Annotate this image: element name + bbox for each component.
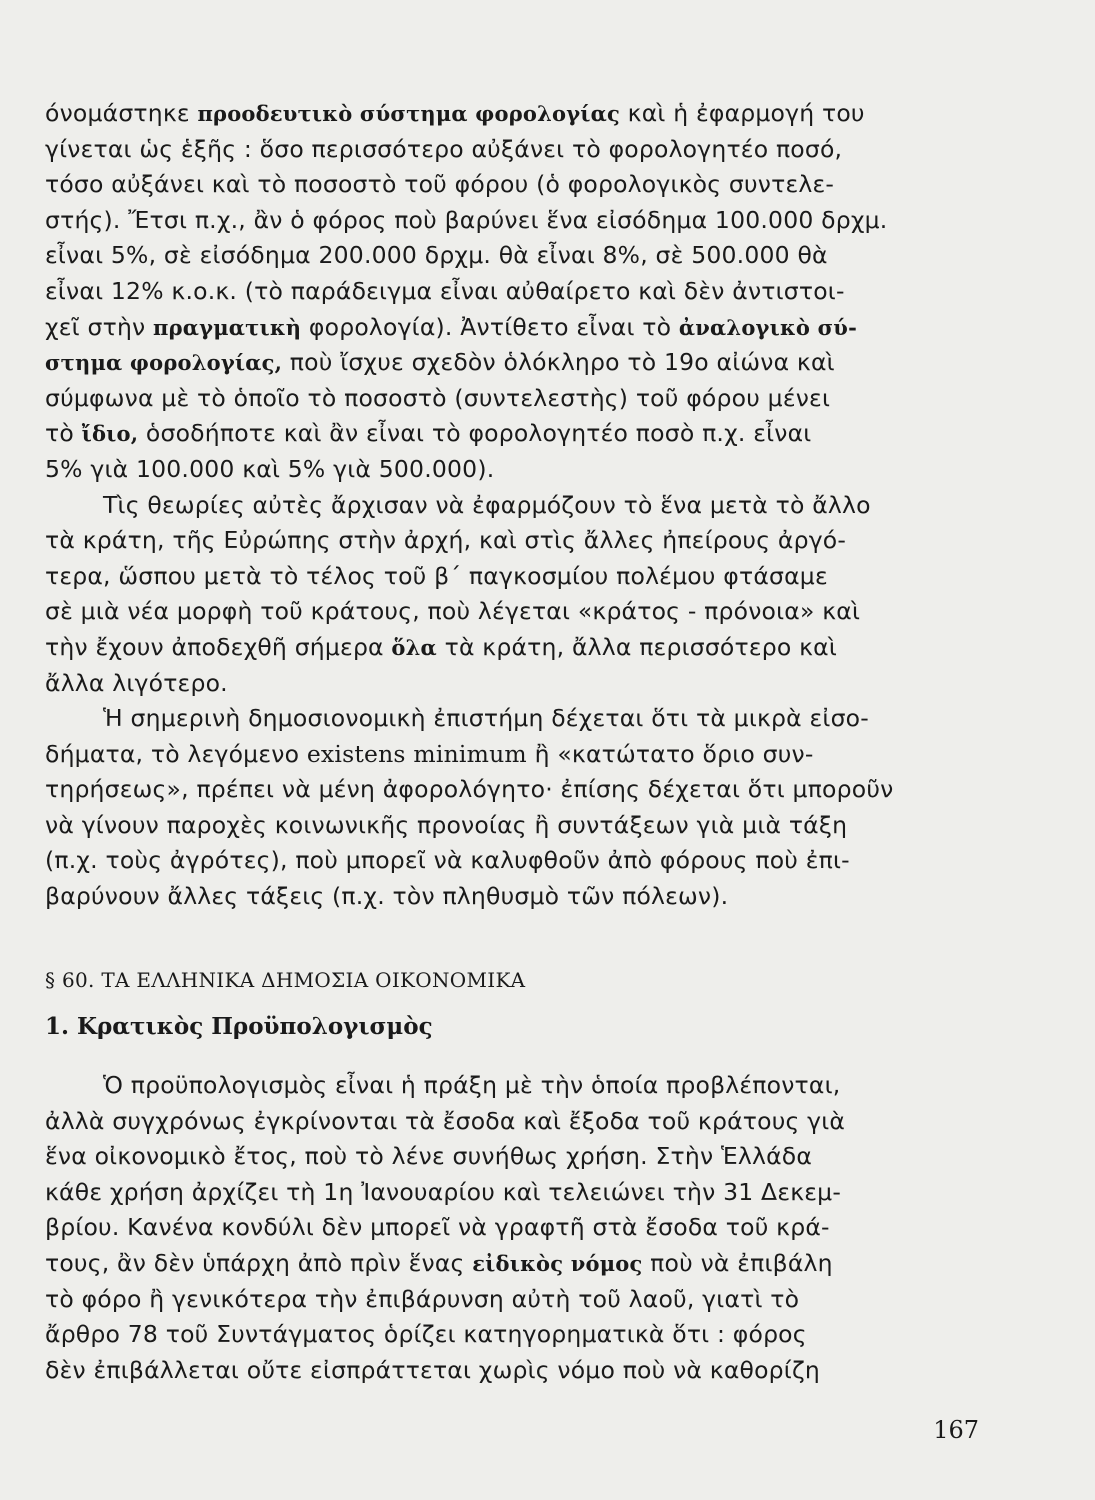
text-run: ὁσοδήποτε καὶ ἂν εἶναι τὸ φορολογητέο ποσὸ π.χ. εἶναι xyxy=(138,419,812,448)
section-heading: § 60. ΤΑ ΕΛΛΗΝΙΚΑ ΔΗΜΟΣΙΑ ΟΙΚΟΝΟΜΙΚΑ xyxy=(45,968,526,992)
text-line xyxy=(45,416,995,452)
text-run: 5% γιὰ 100.000 καὶ 5% γιὰ 500.000). xyxy=(45,454,495,483)
text-run: τερα, ὥσπου μετὰ τὸ τέλος τοῦ β΄ παγκοσμίου πολέμου φτάσαμε xyxy=(45,561,828,590)
text-line xyxy=(45,1175,995,1211)
text-line xyxy=(45,843,995,879)
text-run: (π.χ. τοὺς ἀγρότες), ποὺ μπορεῖ νὰ καλυφθοῦν ἀπὸ φόρους ποὺ ἐπι- xyxy=(45,846,850,875)
text-run: δὲν ἐπιβάλλεται οὔτε εἰσπράττεται χωρὶς νόμο ποὺ νὰ καθορίζη xyxy=(45,1355,821,1384)
text-line xyxy=(45,381,995,417)
text-run: Ὁ προϋπολογισμὸς εἶναι ἡ πράξη μὲ τὴν ὁποία προβλέπονται, xyxy=(103,1071,841,1099)
text-run: ἄλλα λιγότερο. xyxy=(45,668,228,697)
text-run: καὶ ἡ ἐφαρμογή του xyxy=(620,99,865,127)
text-line xyxy=(45,737,995,773)
bold-term: πραγματικὴ xyxy=(153,314,302,340)
text-line xyxy=(45,488,995,524)
text-run: τὸ φόρο ἢ γενικότερα τὴν ἐπιβάρυνση αὐτὴ τοῦ λαοῦ, γιατὶ τὸ xyxy=(45,1284,800,1313)
text-run: εἶναι 12% κ.ο.κ. (τὸ παράδειγμα εἶναι αὐθαίρετο καὶ δὲν ἀντιστοι- xyxy=(45,276,845,305)
text-run: βαρύνουν ἄλλες τάξεις (π.χ. τὸν πληθυσμὸ τῶν πόλεων). xyxy=(45,882,729,911)
text-line xyxy=(45,701,995,737)
text-run: δήματα, τὸ λεγόμενο xyxy=(45,739,307,768)
text-run: νὰ γίνουν παροχὲς κοινωνικῆς προνοίας ἢ συντάξεων γιὰ μιὰ τάξη xyxy=(45,810,848,839)
text-line xyxy=(45,96,995,132)
text-line xyxy=(45,132,995,168)
text-line xyxy=(45,167,995,203)
text-run: τὰ κράτη, ἄλλα περισσότερο καὶ xyxy=(436,632,837,661)
bold-term: στημα φορολογίας, xyxy=(45,350,283,376)
text-run: ἄρθρο 78 τοῦ Συντάγματος ὁρίζει κατηγορηματικὰ ὅτι : φόρος xyxy=(45,1320,807,1349)
text-line xyxy=(45,238,995,274)
text-line xyxy=(45,452,995,488)
text-line xyxy=(45,1104,995,1140)
text-run: στής). Ἔτσι π.χ., ἂν ὁ φόρος ποὺ βαρύνει ἕνα εἰσόδημα 100.000 δρχμ. xyxy=(45,205,888,234)
text-run: κάθε χρήση ἀρχίζει τὴ 1η Ἰανουαρίου καὶ τελειώνει τὴν 31 Δεκεμ- xyxy=(45,1177,842,1206)
text-run: τὴν ἔχουν ἀποδεχθῆ σήμερα xyxy=(45,632,392,661)
text-run: τὸ xyxy=(45,419,82,448)
text-line xyxy=(45,772,995,808)
text-run: τόσο αὐξάνει καὶ τὸ ποσοστὸ τοῦ φόρου (ὁ φορολογικὸς συντελε- xyxy=(45,170,835,199)
text-run: τηρήσεως», πρέπει νὰ μένη ἀφορολόγητο· ἐπίσης δέχεται ὅτι μποροῦν xyxy=(45,775,894,804)
text-run: σὲ μιὰ νέα μορφὴ τοῦ κράτους, ποὺ λέγεται «κράτος - πρόνοια» καὶ xyxy=(45,597,861,626)
text-line xyxy=(45,559,995,595)
text-line xyxy=(45,1317,995,1353)
body-text-section-1 xyxy=(45,96,995,915)
body-text-section-2 xyxy=(45,1068,995,1388)
text-run: ἀλλὰ συγχρόνως ἐγκρίνονται τὰ ἔσοδα καὶ ἔξοδα τοῦ κράτους γιὰ xyxy=(45,1106,846,1135)
text-line xyxy=(45,1139,995,1175)
text-line xyxy=(45,808,995,844)
text-run: τὰ κράτη, τῆς Εὐρώπης στὴν ἀρχή, καὶ στὶς ἄλλες ἠπείρους ἀργό- xyxy=(45,526,847,555)
sub-heading: 1. Κρατικὸς Προϋπολογισμὸς xyxy=(45,1013,433,1040)
text-run: ποὺ νὰ ἐπιβάλη xyxy=(642,1248,833,1277)
text-line xyxy=(45,1068,995,1104)
text-run: ποὺ ἴσχυε σχεδὸν ὁλόκληρο τὸ 19ο αἰώνα καὶ xyxy=(282,348,835,377)
page-number: 167 xyxy=(933,1416,979,1444)
bold-term: προοδευτικὸ σύστημα φορολογίας xyxy=(197,101,620,126)
text-line xyxy=(45,203,995,239)
text-run: σύμφωνα μὲ τὸ ὁποῖο τὸ ποσοστὸ (συντελεστὴς) τοῦ φόρου μένει xyxy=(45,383,831,412)
text-run: βρίου. Κανένα κονδύλι δὲν μπορεῖ νὰ γραφτῆ στὰ ἔσοδα τοῦ κρά- xyxy=(45,1213,830,1242)
text-run: εἶναι 5%, σὲ εἰσόδημα 200.000 δρχμ. θὰ εἶναι 8%, σὲ 500.000 θὰ xyxy=(45,241,828,270)
text-run: τους, ἂν δὲν ὑπάρχη ἀπὸ πρὶν ἕνας xyxy=(45,1248,473,1277)
text-line xyxy=(45,630,995,666)
text-run: ἕνα οἰκονομικὸ ἔτος, ποὺ τὸ λένε συνήθως χρήση. Στὴν Ἑλλάδα xyxy=(45,1142,813,1171)
text-line xyxy=(45,879,995,915)
text-line xyxy=(45,310,995,346)
text-run: Ἡ σημερινὴ δημοσιονομικὴ ἐπιστήμη δέχεται ὅτι τὰ μικρὰ εἰσο- xyxy=(103,704,869,733)
text-line xyxy=(45,1282,995,1318)
text-run: γίνεται ὡς ἑξῆς : ὅσο περισσότερο αὐξάνει τὸ φορολογητέο ποσό, xyxy=(45,134,843,163)
bold-term: ὅλα xyxy=(391,634,437,660)
text-line xyxy=(45,1353,995,1389)
text-run: ἢ «κατώτατο ὅριο συν- xyxy=(526,739,814,768)
text-line xyxy=(45,594,995,630)
text-run: φορολογία). Ἀντίθετο εἶναι τὸ xyxy=(301,312,679,341)
text-line xyxy=(45,523,995,559)
text-run: Τὶς θεωρίες αὐτὲς ἄρχισαν νὰ ἐφαρμόζουν τὸ ἕνα μετὰ τὸ ἄλλο xyxy=(103,490,871,519)
text-line xyxy=(45,1246,995,1282)
bold-term: ἴδιο, xyxy=(81,421,139,447)
bold-term: ἀναλογικὸ σύ- xyxy=(678,314,857,340)
text-line xyxy=(45,1210,995,1246)
text-line xyxy=(45,274,995,310)
bold-term: εἰδικὸς νόμος xyxy=(472,1250,643,1276)
text-run: χεῖ στὴν xyxy=(45,312,154,341)
latin-term: existens minimum xyxy=(306,739,527,768)
text-line xyxy=(45,666,995,702)
text-line xyxy=(45,345,995,381)
text-run: όνομάστηκε xyxy=(45,99,198,127)
